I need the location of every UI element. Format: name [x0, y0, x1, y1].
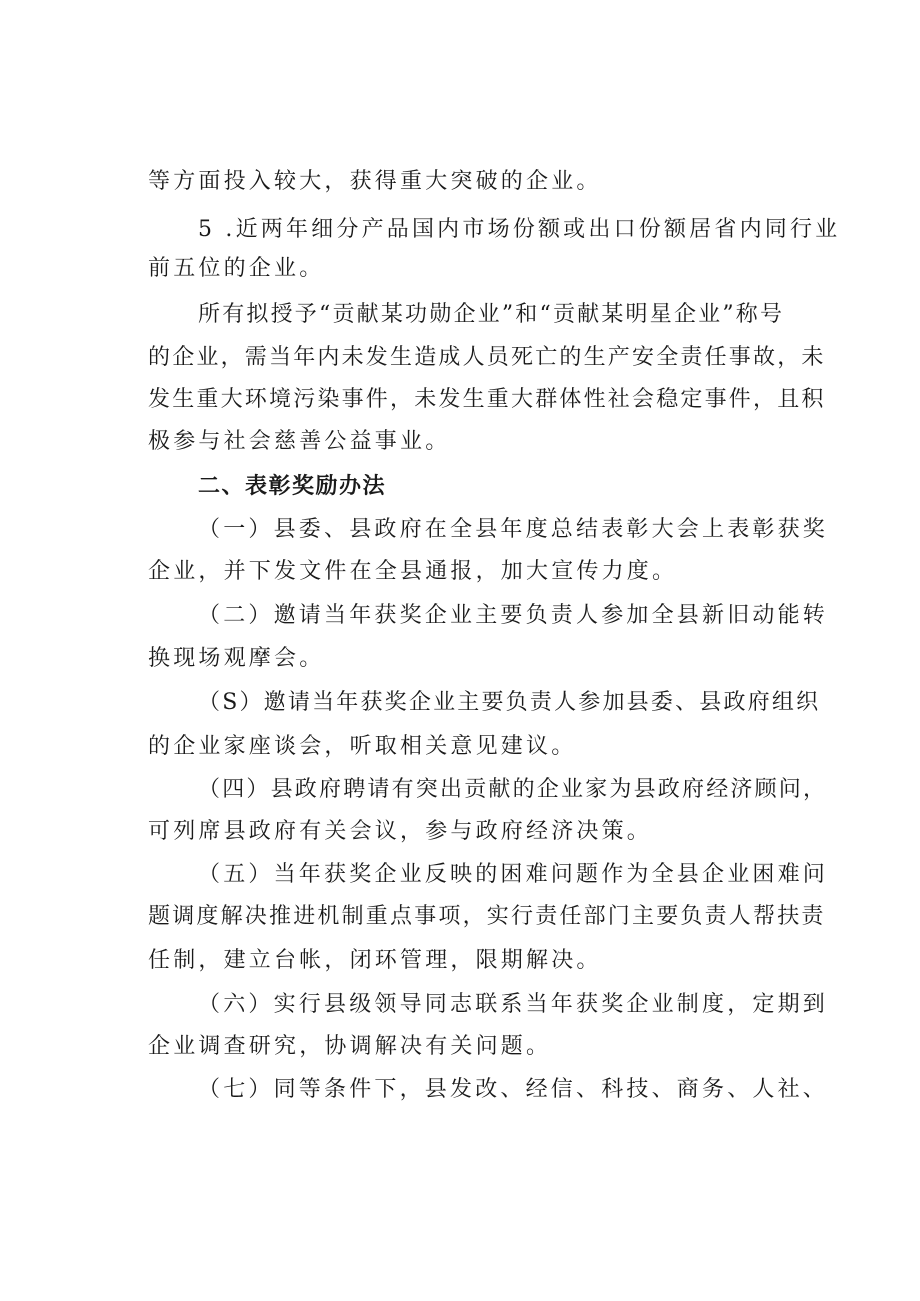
body-text-line: 任制，建立台帐，闭环管理，限期解决。 — [148, 948, 602, 973]
list-item-7-line: （七）同等条件下，县发改、经信、科技、商务、人社、 — [198, 1077, 829, 1102]
body-text-line: 前五位的企业。 — [148, 256, 325, 281]
body-text-line: 企业，并下发文件在全县通报，加大宣传力度。 — [148, 559, 678, 584]
list-item-1-line: （一）县委、县政府在全县年度总结表彰大会上表彰获奖 — [198, 517, 829, 542]
list-item-5-line: 5 .近两年细分产品国内市场份额或出口份额居省内同行业 — [198, 217, 841, 242]
body-text-line: 企业调查研究，协调解决有关问题。 — [148, 1034, 552, 1059]
section-heading: 二、表彰奖励办法 — [198, 474, 387, 499]
body-text-line: 的企业家座谈会，听取相关意见建议。 — [148, 734, 577, 759]
body-text-line: 发生重大环境污染事件，未发生重大群体性社会稳定事件，且积 — [148, 387, 826, 412]
list-item-3-line: （S）邀请当年获奖企业主要负责人参加县委、县政府组织 — [198, 690, 821, 715]
body-text-line: 极参与社会慈善公益事业。 — [148, 429, 451, 454]
list-item-2-line: （二）邀请当年获奖企业主要负责人参加全县新旧动能转 — [198, 603, 829, 628]
list-item-4-line: （四）县政府聘请有突出贡献的企业家为县政府经济顾问， — [198, 777, 828, 802]
body-text-line: 换现场观摩会。 — [148, 646, 325, 671]
body-text-line: 等方面投入较大，获得重大突破的企业。 — [148, 169, 602, 194]
list-item-5-line: （五）当年获奖企业反映的困难问题作为全县企业困难问 — [198, 862, 829, 887]
paragraph-first-line: 所有拟授予“贡献某功勋企业”和“贡献某明星企业”称号 — [198, 302, 785, 327]
body-text-line: 可列席县政府有关会议，参与政府经济决策。 — [148, 819, 653, 844]
body-text-line: 的企业，需当年内未发生造成人员死亡的生产安全责任事故，未 — [148, 345, 826, 370]
body-text-line: 题调度解决推进机制重点事项，实行责任部门主要负责人帮扶责 — [148, 904, 826, 929]
list-item-6-line: （六）实行县级领导同志联系当年获奖企业制度，定期到 — [198, 992, 829, 1017]
